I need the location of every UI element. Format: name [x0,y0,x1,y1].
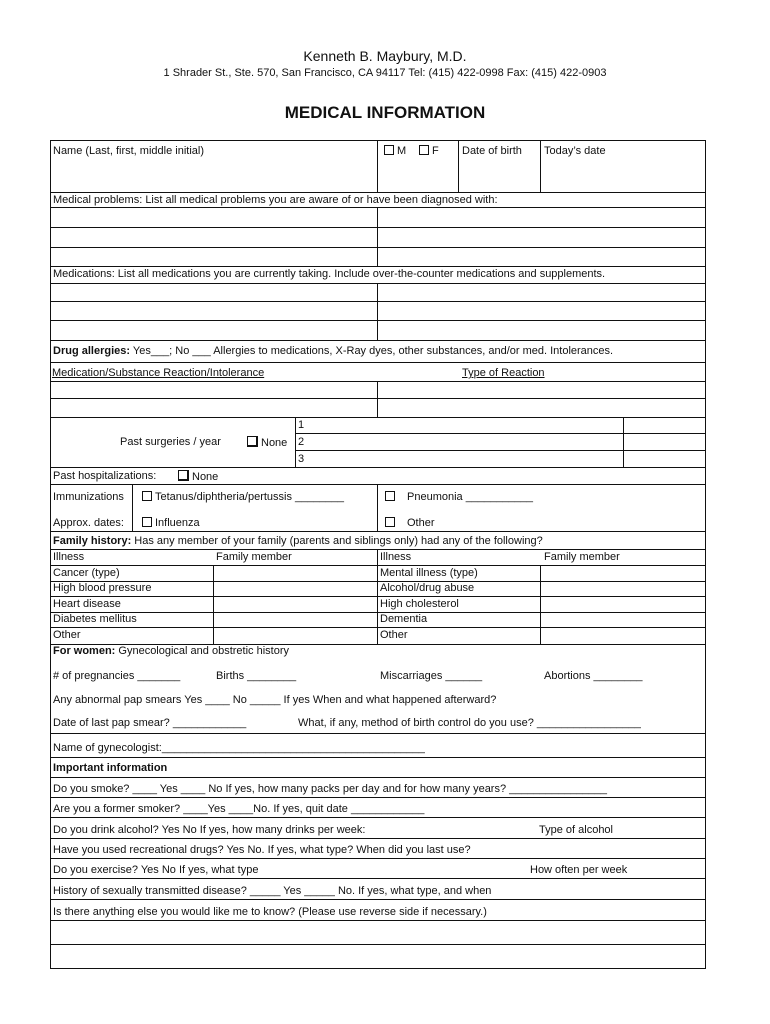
pneumonia-checkbox[interactable]: Pneumonia ___________ [385,491,533,504]
exercise-question[interactable]: Do you exercise? Yes No If yes, what type [53,864,259,876]
surgery-row-2[interactable]: 2 [298,436,305,448]
checkbox-icon [142,491,152,501]
alcohol-type-field[interactable]: Type of alcohol [539,824,613,836]
divider [50,797,705,798]
doctor-name: Kenneth B. Maybury, M.D. [303,48,467,64]
checkbox-icon [384,145,394,155]
divider [50,817,705,818]
immunizations-label: Immunizations [53,491,124,503]
checkbox-icon [385,517,395,527]
important-info-title: Important information [53,762,168,774]
family-col-illness: Illness [53,551,85,563]
for-women-label: For women: Gynecological and obstretic history [53,645,289,657]
divider [50,777,705,778]
practice-address: 1 Shrader St., Ste. 570, San Francisco, CA 94117 Tel: (415) 422-0998 Fax: (415) 422-0903 [163,67,607,79]
family-illness-diabetes: Diabetes mellitus [53,613,137,625]
family-illness-hbp: High blood pressure [53,582,152,594]
form-right-border [705,140,706,969]
smoke-question[interactable]: Do you smoke? ____ Yes ____ No If yes, how many packs per day and for how many years? ________________ [53,783,608,795]
pregnancies-field[interactable]: # of pregnancies _______ [53,670,181,682]
past-surgeries-label: Past surgeries / year [120,436,221,448]
sex-male-checkbox[interactable]: M [384,145,406,158]
family-illness-other: Other [53,629,81,641]
family-history-label: Family history: Has any member of your family (parents and siblings only) had any of the following? [53,535,543,547]
problem-line[interactable] [50,227,705,228]
divider [213,565,214,644]
alcohol-question[interactable]: Do you drink alcohol? Yes No If yes, how many drinks per week: [53,824,366,836]
family-col-member: Family member [216,551,292,563]
divider [377,207,378,266]
births-field[interactable]: Births ________ [216,670,297,682]
medication-line[interactable] [50,301,705,302]
checkbox-icon [247,436,258,447]
allergy-col-substance: Medication/Substance Reaction/Intolerance [52,367,265,379]
page-title: MEDICAL INFORMATION [284,103,486,122]
divider [50,899,705,900]
checkbox-icon [385,491,395,501]
divider [50,627,705,628]
immunization-other-checkbox[interactable]: Other [385,517,435,530]
divider [50,596,705,597]
surgeries-none-checkbox[interactable]: None [247,436,287,450]
divider [50,192,705,193]
last-pap-field[interactable]: Date of last pap smear? ____________ [53,717,247,729]
divider [50,362,705,363]
abnormal-pap-field[interactable]: Any abnormal pap smears Yes ____ No _____ If yes When and what happened afterward? [53,694,497,706]
allergy-line[interactable] [50,398,705,399]
exercise-frequency-field[interactable]: How often per week [530,864,628,876]
divider [623,417,624,467]
checkbox-icon [142,517,152,527]
medication-line[interactable] [50,320,705,321]
medications-label: Medications: List all medications you are currently taking. Include over-the-counter medications and supplements. [53,268,606,280]
notes-line[interactable] [50,944,705,945]
surgery-row-1[interactable]: 1 [298,419,305,431]
divider [377,140,378,192]
divider [295,417,296,467]
divider [295,433,705,434]
std-history-question[interactable]: History of sexually transmitted disease? _____ Yes _____ No. If yes, what type, and when [53,885,492,897]
family-illness-cholesterol: High cholesterol [380,598,459,610]
name-field-label[interactable]: Name (Last, first, middle initial) [53,145,204,157]
divider [50,565,705,566]
medical-problems-label: Medical problems: List all medical problems you are aware of or have been diagnosed with: [53,194,498,206]
hospitalizations-none-checkbox[interactable]: None [178,470,218,484]
divider [50,757,705,758]
checkbox-icon [419,145,429,155]
today-field-label[interactable]: Today’s date [544,145,606,157]
checkbox-icon [178,470,189,481]
sex-female-checkbox[interactable]: F [419,145,439,158]
divider [50,838,705,839]
divider [50,858,705,859]
anything-else-question: Is there anything else you would like me to know? (Please use reverse side if necessary.) [53,906,487,918]
divider [540,565,541,644]
past-hospitalizations-label: Past hospitalizations: [53,470,157,482]
divider [50,733,705,734]
divider [377,484,378,531]
family-col-member: Family member [544,551,620,563]
divider [295,450,705,451]
divider [50,340,705,341]
former-smoker-question[interactable]: Are you a former smoker? ____Yes ____No. If yes, quit date ____________ [53,803,425,815]
miscarriages-field[interactable]: Miscarriages ______ [380,670,483,682]
allergy-col-reaction: Type of Reaction [462,367,545,379]
divider [540,140,541,192]
problem-line[interactable] [50,247,705,248]
family-illness-heart: Heart disease [53,598,121,610]
divider [50,266,705,267]
gynecologist-field[interactable]: Name of gynecologist:___________________________________________ [53,742,425,754]
divider [377,381,378,417]
birth-control-field[interactable]: What, if any, method of birth control do you use? _________________ [298,717,641,729]
divider [50,878,705,879]
family-illness-other: Other [380,629,408,641]
divider [458,140,459,192]
approx-dates-label: Approx. dates: [53,517,124,529]
influenza-checkbox[interactable]: Influenza [142,517,200,530]
divider [50,920,705,921]
abortions-field[interactable]: Abortions ________ [544,670,643,682]
divider [50,467,705,468]
family-col-illness: Illness [380,551,412,563]
dob-field-label[interactable]: Date of birth [462,145,522,157]
divider [50,531,705,532]
divider [50,417,705,418]
divider [377,283,378,340]
form-bottom-border [50,968,705,969]
family-illness-dementia: Dementia [380,613,428,625]
tetanus-checkbox[interactable]: Tetanus/diphtheria/pertussis ________ [142,491,344,504]
divider [132,484,133,531]
drug-allergies-label: Drug allergies: Yes___; No ___ Allergies to medications, X-Ray dyes, other substances, and/or med. Intolerances. [53,345,614,357]
family-illness-cancer: Cancer (type) [53,567,120,579]
family-illness-mental: Mental illness (type) [380,567,478,579]
form-left-border [50,140,51,969]
recreational-drugs-question[interactable]: Have you used recreational drugs? Yes No. If yes, what type? When did you last use? [53,844,471,856]
divider [50,612,705,613]
family-illness-alcohol: Alcohol/drug abuse [380,582,475,594]
surgery-row-3[interactable]: 3 [298,453,305,465]
